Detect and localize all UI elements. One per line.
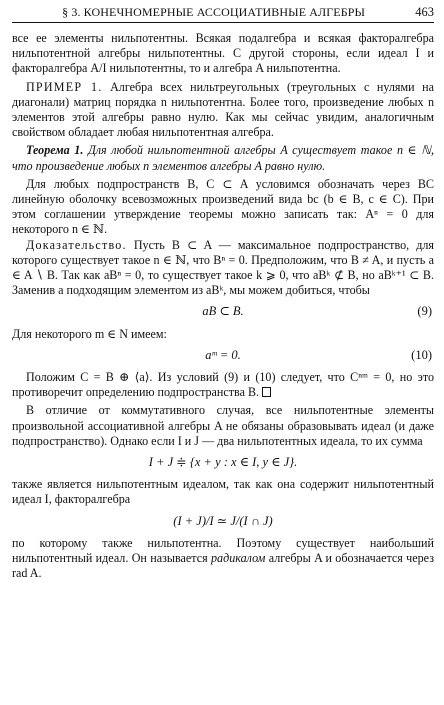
page-number: 463: [415, 5, 434, 19]
formula-10-number: (10): [411, 347, 432, 362]
formula-10: [12, 348, 434, 363]
paragraph-convention: Для любых подпространств B, C ⊂ A условимся обозначать через BC линейную оболочку всевозможных произведений вида bc (b ∈ B, c ∈ C). При этом соглашении утверждение теоремы можно записать так: Aⁿ = 0 для некоторого n ∈ ℕ.: [12, 176, 434, 237]
formula-10-expression: aᵐ = 0.: [205, 347, 241, 362]
formula-9-number: (9): [417, 304, 432, 319]
formula-quotient: [12, 514, 434, 529]
running-title: § 3. КОНЕЧНОМЕРНЫЕ АССОЦИАТИВНЫЕ АЛГЕБРЫ: [62, 5, 366, 19]
radical-text-b: алгебры A и обозначается через rad A.: [12, 551, 434, 581]
formula-9-expression: aB ⊂ B.: [202, 304, 244, 319]
paragraph-radical: [12, 536, 434, 582]
radical-text-a: по которому также нильпотентна. Поэтому существует наибольший нильпотентный идеал. Он называется: [12, 535, 434, 566]
formula-quotient-expression: (I + J)/I ≃ J/(I ∩ J): [173, 513, 273, 528]
theorem-1: [12, 143, 434, 173]
example-label: ПРИМЕР 1.: [26, 79, 103, 94]
formula-ideal-sum-expression: I + J ≑ {x + y : x ∈ I, y ∈ J}.: [148, 455, 298, 470]
conclusion-text: Положим C = B ⊕ ⟨a⟩. Из условий (9) и (10) следует, что Cⁿᵐ = 0, но это противоречит определению подпространства B.: [12, 370, 434, 400]
example-1: [12, 80, 434, 141]
example-text: Алгебра всех нильтреугольных (треугольных с нулями на диагонали) матриц порядка n нильпотентна. Более того, произведение любых n элементов этой алгебры равно нулю. Как мы сейчас увидим, аналогичным свойством обладает любая нильпотентная алгебра.: [12, 79, 434, 140]
theorem-text: Для любой нильпотентной алгебры A существует такое n ∈ ℕ, что произведение любых n элементов алгебры A равно нулю.: [12, 143, 435, 173]
theorem-label: Теорема 1.: [26, 143, 84, 158]
paragraph-also-nilpotent: также является нильпотентным идеалом, так как она содержит нильпотентный идеал I, факторалгебра: [12, 477, 434, 507]
paragraph-conclusion: [12, 370, 434, 400]
formula-9: [12, 304, 434, 319]
qed-square-icon: [262, 387, 271, 397]
proof-text: Пусть B ⊂ A — максимальное подпространство, для которого существует такое n ∈ ℕ, что Bⁿ = 0. Предположим, что B ≠ A, и пусть a ∈ A ∖ B. Так как aBⁿ = 0, то существует такое k ⩾ 0, что aBᵏ ⊄ B, но aBᵏ⁺¹ ⊂ B. Заменив a подходящим элементом из aBᵏ, мы можем добиться, чтобы: [12, 237, 434, 298]
proof-label: Доказательство.: [26, 237, 127, 252]
radical-word: радикалом: [210, 551, 266, 566]
paragraph-nilpotent-elements: все ее элементы нильпотентны. Всякая подалгебра и всякая факторалгебра нильпотентной алгебры нильпотентны. С другой стороны, если идеал I и факторалгебра A/I нильпотентны, то и алгебра A нильпотентна.: [12, 31, 434, 76]
paragraph-m: Для некоторого m ∈ N имеем:: [12, 326, 167, 341]
proof: [12, 238, 434, 299]
formula-ideal-sum: [12, 455, 434, 470]
paragraph-noncommutative: В отличие от коммутативного случая, все нильпотентные элементы произвольной ассоциативной алгебры A не обязаны образовывать идеал (и даже подпространство). Однако если I и J — два нильпотентных идеала, то их сумма: [12, 403, 434, 448]
page-header: [12, 4, 434, 23]
